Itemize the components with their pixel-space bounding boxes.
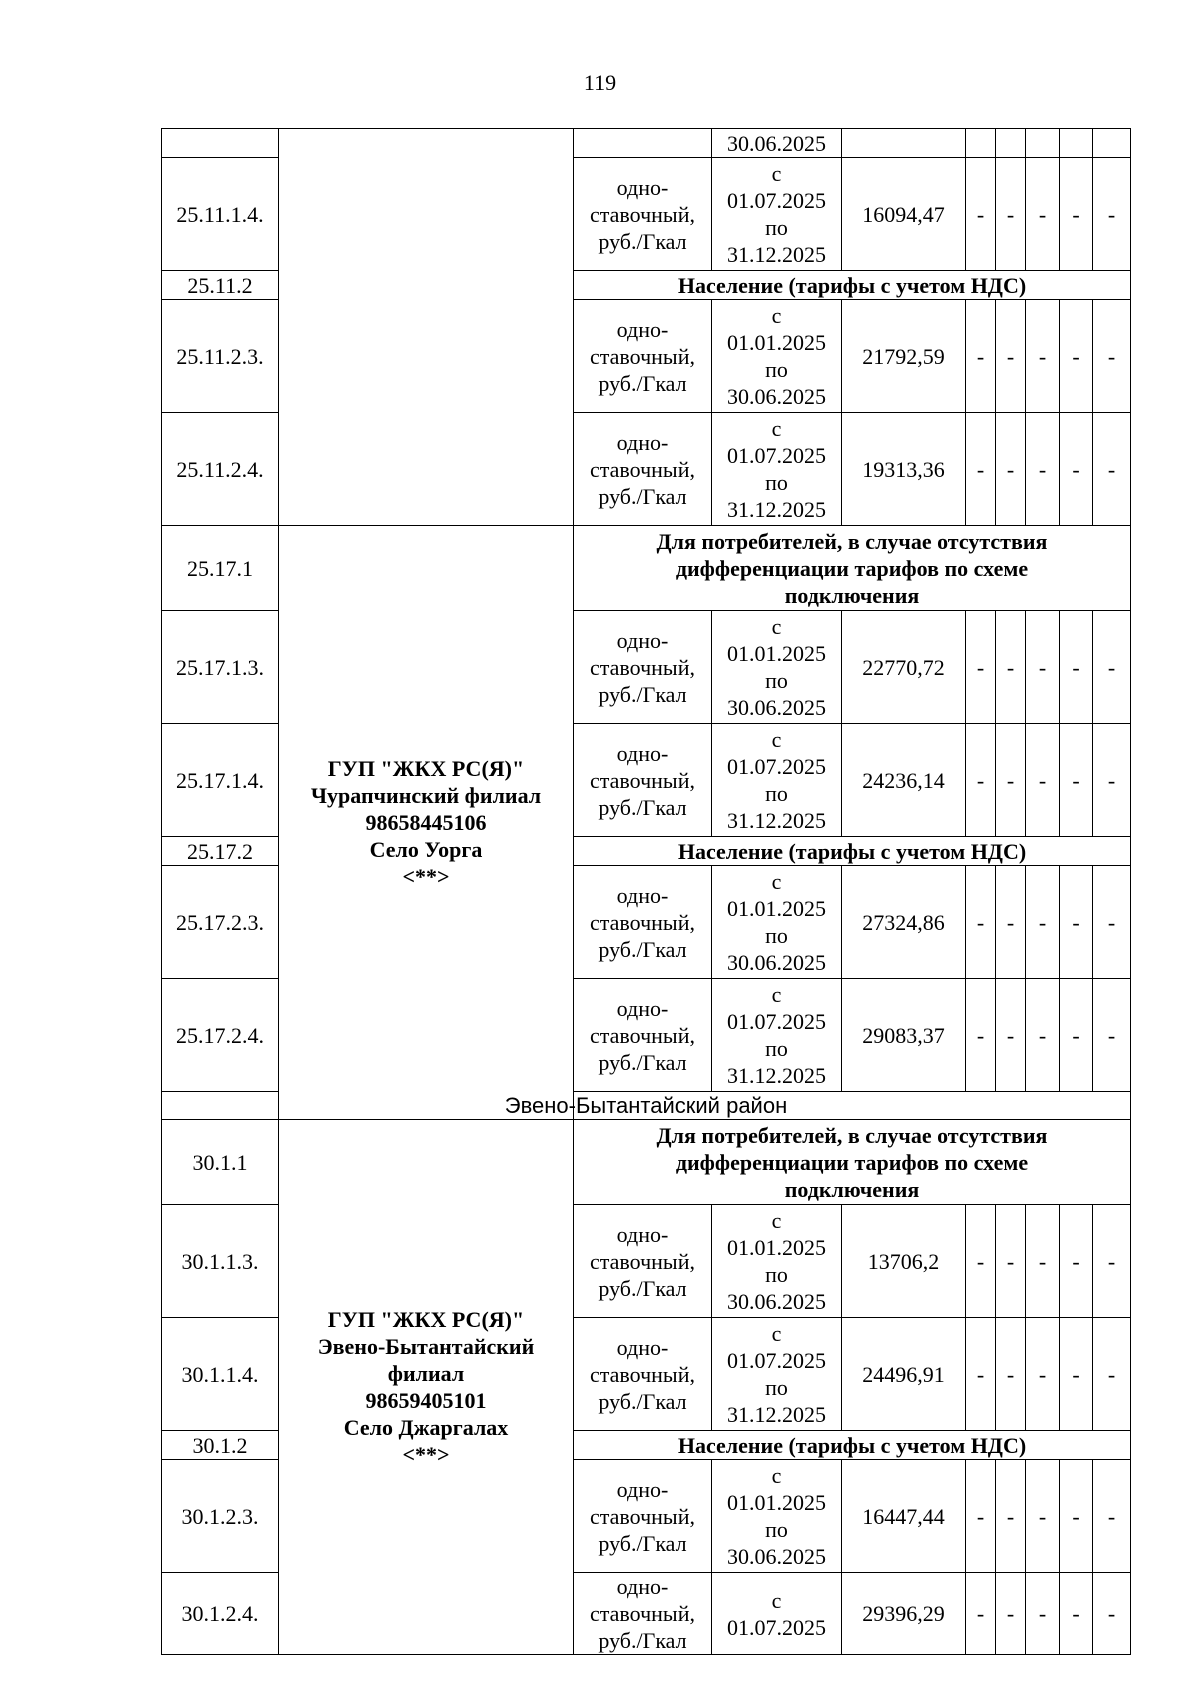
dash-cell: - [996, 1573, 1026, 1655]
organization-cell: ГУП "ЖКХ РС(Я)" Эвено-Бытантайский филиал 98659405101 Село Джаргалах <**> [279, 1120, 574, 1655]
tariff-table-body [162, 129, 1131, 1655]
dash-cell: - [1060, 724, 1093, 837]
dash-cell: - [1093, 724, 1131, 837]
organization-cell: ГУП "ЖКХ РС(Я)" Чурапчинский филиал 98658445106 Село Уорга <**> [279, 526, 574, 1120]
dash-cell: - [1026, 724, 1060, 837]
dash-cell: - [1060, 611, 1093, 724]
rate-type-cell: одно- ставочный, руб./Гкал [574, 1573, 712, 1655]
dash-cell: - [966, 611, 996, 724]
dash-cell: - [1093, 866, 1131, 979]
group-code-cell: 25.17.1 [162, 526, 279, 611]
dash-cell: - [1026, 979, 1060, 1092]
dash-cell: - [1026, 158, 1060, 271]
dash-cell: - [996, 979, 1026, 1092]
dash-cell: - [966, 1205, 996, 1318]
dash-cell: - [1093, 1460, 1131, 1573]
code-cell: 25.17.1.3. [162, 611, 279, 724]
period-cell: с 01.01.2025 по 30.06.2025 [712, 611, 842, 724]
code-cell: 25.17.2.3. [162, 866, 279, 979]
code-cell: 25.17.1.4. [162, 724, 279, 837]
value-cell: 24236,14 [842, 724, 966, 837]
rate-type-cell: одно- ставочный, руб./Гкал [574, 1460, 712, 1573]
value-cell: 21792,59 [842, 300, 966, 413]
dash-cell: - [966, 413, 996, 526]
period-cell: с 01.01.2025 по 30.06.2025 [712, 300, 842, 413]
code-cell: 30.1.2.4. [162, 1573, 279, 1655]
group-heading-cell: Население (тарифы с учетом НДС) [574, 837, 1131, 866]
period-cell: с 01.01.2025 по 30.06.2025 [712, 866, 842, 979]
dash-cell: - [966, 1460, 996, 1573]
dash-cell: - [1093, 1573, 1131, 1655]
dash-cell: - [966, 1573, 996, 1655]
dash-cell: - [996, 413, 1026, 526]
dash-cell: - [1026, 413, 1060, 526]
code-cell: 25.11.2.4. [162, 413, 279, 526]
code-cell: 30.1.1.3. [162, 1205, 279, 1318]
value-cell: 27324,86 [842, 866, 966, 979]
code-cell [162, 129, 279, 158]
dash-cell: - [1093, 158, 1131, 271]
dash-cell: - [966, 158, 996, 271]
table-row [162, 526, 1131, 611]
period-cell: с 01.07.2025 по 31.12.2025 [712, 979, 842, 1092]
dash-cell: - [1093, 300, 1131, 413]
rate-type-cell: одно- ставочный, руб./Гкал [574, 1318, 712, 1431]
dash-cell: - [1026, 1318, 1060, 1431]
group-code-cell: 30.1.2 [162, 1431, 279, 1460]
rate-type-cell: одно- ставочный, руб./Гкал [574, 158, 712, 271]
rate-type-cell: одно- ставочный, руб./Гкал [574, 866, 712, 979]
dash-cell: - [1060, 158, 1093, 271]
value-cell: 13706,2 [842, 1205, 966, 1318]
table-row [162, 1120, 1131, 1205]
value-cell: 29083,37 [842, 979, 966, 1092]
dash-cell: - [996, 158, 1026, 271]
period-cell: с 01.01.2025 по 30.06.2025 [712, 1460, 842, 1573]
dash-cell: - [1060, 1205, 1093, 1318]
group-heading-cell: Для потребителей, в случае отсутствия дифференциации тарифов по схеме подключения [574, 526, 1131, 611]
dash-cell: - [1093, 1318, 1131, 1431]
value-cell: 22770,72 [842, 611, 966, 724]
dash-cell: - [996, 300, 1026, 413]
value-cell: 24496,91 [842, 1318, 966, 1431]
dash-cell: - [1026, 300, 1060, 413]
dash-cell: - [996, 1318, 1026, 1431]
table-row [162, 129, 1131, 158]
dash-cell: - [966, 1318, 996, 1431]
tariff-table [161, 128, 1131, 1655]
dash-cell: - [1060, 1318, 1093, 1431]
code-cell: 25.11.1.4. [162, 158, 279, 271]
dash-cell: - [996, 1460, 1026, 1573]
code-cell: 30.1.2.3. [162, 1460, 279, 1573]
group-code-cell: 30.1.1 [162, 1120, 279, 1205]
district-heading: Эвено-Бытантайский район [162, 1092, 1131, 1120]
empty-cell [1093, 129, 1131, 158]
code-cell: 25.17.2.4. [162, 979, 279, 1092]
group-heading-cell: Население (тарифы с учетом НДС) [574, 271, 1131, 300]
dash-cell: - [1093, 979, 1131, 1092]
dash-cell: - [996, 866, 1026, 979]
dash-cell: - [1060, 413, 1093, 526]
dash-cell: - [1060, 1460, 1093, 1573]
group-heading-cell: Население (тарифы с учетом НДС) [574, 1431, 1131, 1460]
dash-cell: - [1060, 1573, 1093, 1655]
period-cell: с 01.07.2025 [712, 1573, 842, 1655]
rate-type-cell: одно- ставочный, руб./Гкал [574, 300, 712, 413]
period-cell: 30.06.2025 [712, 129, 842, 158]
value-cell: 29396,29 [842, 1573, 966, 1655]
organization-cell [279, 129, 574, 526]
dash-cell: - [966, 866, 996, 979]
dash-cell: - [1060, 979, 1093, 1092]
dash-cell: - [996, 611, 1026, 724]
dash-cell: - [966, 724, 996, 837]
dash-cell: - [996, 1205, 1026, 1318]
period-cell: с 01.01.2025 по 30.06.2025 [712, 1205, 842, 1318]
dash-cell: - [1026, 866, 1060, 979]
page-number: 119 [583, 70, 617, 95]
dash-cell: - [1026, 1460, 1060, 1573]
dash-cell: - [966, 300, 996, 413]
dash-cell: - [1026, 611, 1060, 724]
dash-cell: - [966, 979, 996, 1092]
rate-type-cell: одно- ставочный, руб./Гкал [574, 724, 712, 837]
dash-cell: - [1093, 1205, 1131, 1318]
period-cell: с 01.07.2025 по 31.12.2025 [712, 413, 842, 526]
empty-cell [966, 129, 996, 158]
code-cell: 30.1.1.4. [162, 1318, 279, 1431]
rate-type-cell: одно- ставочный, руб./Гкал [574, 1205, 712, 1318]
empty-cell [1026, 129, 1060, 158]
dash-cell: - [996, 724, 1026, 837]
rate-type-cell [574, 129, 712, 158]
period-cell: с 01.07.2025 по 31.12.2025 [712, 158, 842, 271]
dash-cell: - [1026, 1573, 1060, 1655]
group-heading-cell: Для потребителей, в случае отсутствия дифференциации тарифов по схеме подключения [574, 1120, 1131, 1205]
value-cell: 16447,44 [842, 1460, 966, 1573]
value-cell [842, 129, 966, 158]
period-cell: с 01.07.2025 по 31.12.2025 [712, 724, 842, 837]
code-cell: 25.11.2.3. [162, 300, 279, 413]
rate-type-cell: одно- ставочный, руб./Гкал [574, 611, 712, 724]
dash-cell: - [1060, 866, 1093, 979]
dash-cell: - [1026, 1205, 1060, 1318]
value-cell: 16094,47 [842, 158, 966, 271]
group-code-cell: 25.17.2 [162, 837, 279, 866]
value-cell: 19313,36 [842, 413, 966, 526]
rate-type-cell: одно- ставочный, руб./Гкал [574, 413, 712, 526]
rate-type-cell: одно- ставочный, руб./Гкал [574, 979, 712, 1092]
dash-cell: - [1060, 300, 1093, 413]
empty-cell [1060, 129, 1093, 158]
dash-cell: - [1093, 413, 1131, 526]
group-code-cell: 25.11.2 [162, 271, 279, 300]
period-cell: с 01.07.2025 по 31.12.2025 [712, 1318, 842, 1431]
dash-cell: - [1093, 611, 1131, 724]
empty-cell [996, 129, 1026, 158]
table-row [162, 1092, 1131, 1120]
